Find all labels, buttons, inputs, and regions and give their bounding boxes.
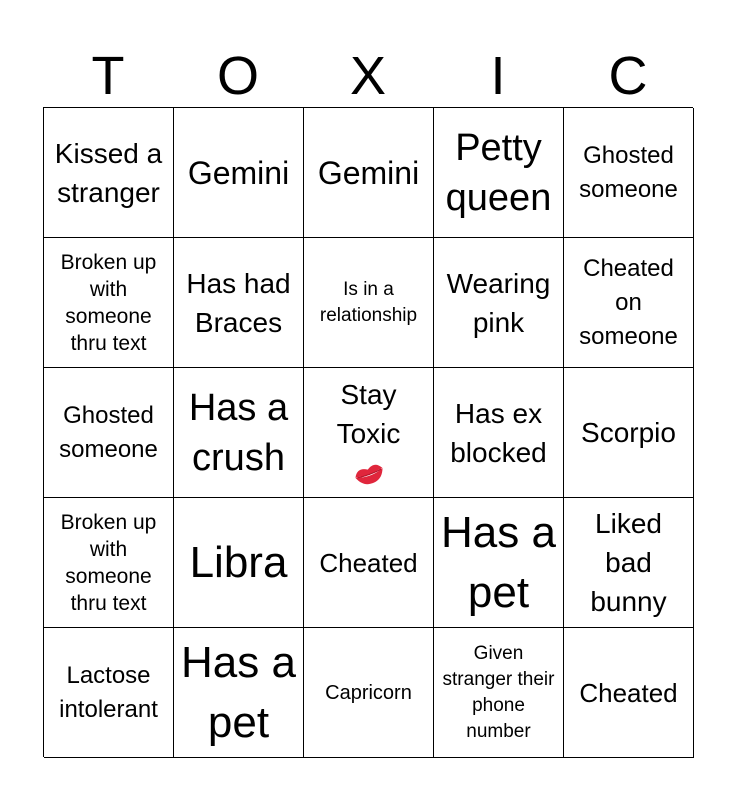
cell-label: Given stranger their phone number (442, 642, 555, 742)
bingo-cell[interactable] (44, 108, 174, 238)
bingo-cell[interactable] (304, 498, 434, 628)
cell-label: Has a crush (188, 386, 289, 479)
bingo-cell[interactable] (434, 108, 564, 238)
bingo-cell[interactable] (434, 368, 564, 498)
cell-label: Scorpio (581, 417, 676, 448)
bingo-cell free-space[interactable] (304, 368, 434, 498)
bingo-cell[interactable] (434, 238, 564, 368)
cell-label: Petty queen (445, 126, 552, 219)
cell-label: Is in a relationship (319, 278, 418, 326)
bingo-cell[interactable] (434, 628, 564, 758)
header-letter-c: C (608, 46, 648, 106)
bingo-cell[interactable] (304, 238, 434, 368)
bingo-cell[interactable] (174, 238, 304, 368)
lips-icon (351, 455, 387, 491)
cell-label: Cheated (579, 677, 678, 708)
header-letter-i: I (490, 46, 506, 106)
cell-label: Liked bad bunny (590, 508, 667, 617)
cell-label: Has a pet (441, 507, 556, 617)
bingo-cell[interactable] (174, 108, 304, 238)
bingo-cell[interactable] (174, 498, 304, 628)
bingo-cell[interactable] (564, 368, 694, 498)
bingo-cell[interactable] (44, 368, 174, 498)
cell-label: Has ex blocked (450, 397, 547, 468)
bingo-cell[interactable] (564, 238, 694, 368)
bingo-cell[interactable] (174, 368, 304, 498)
bingo-cell[interactable] (44, 238, 174, 368)
header-letter-x: X (349, 46, 387, 106)
cell-label: Cheated (319, 547, 418, 578)
bingo-cell[interactable] (564, 498, 694, 628)
cell-label: Libra (189, 537, 288, 587)
cell-label: Cheated on someone (579, 254, 678, 350)
cell-label: Stay Toxic (336, 378, 401, 449)
bingo-cell[interactable] (44, 498, 174, 628)
cell-label: Broken up with someone thru text (60, 250, 157, 355)
cell-label: Broken up with someone thru text (60, 510, 157, 615)
header-letter-o: O (216, 46, 259, 106)
cell-label: Ghosted someone (579, 141, 678, 203)
bingo-board (43, 107, 693, 757)
cell-label: Lactose intolerant (59, 661, 158, 723)
bingo-cell[interactable] (434, 498, 564, 628)
bingo-cell[interactable] (564, 108, 694, 238)
bingo-cell[interactable] (174, 628, 304, 758)
bingo-cell[interactable] (564, 628, 694, 758)
bingo-cell[interactable] (304, 628, 434, 758)
cell-label: Capricorn (325, 681, 412, 704)
cell-label: Kissed a stranger (54, 137, 163, 208)
bingo-cell[interactable] (304, 108, 434, 238)
cell-label: Has a pet (181, 637, 296, 747)
cell-label: Gemini (317, 154, 420, 191)
bingo-header (43, 44, 693, 108)
cell-label: Ghosted someone (59, 401, 158, 463)
cell-label: Has had Braces (186, 267, 291, 338)
header-letter-t: T (91, 46, 125, 106)
cell-label: Gemini (187, 154, 290, 191)
bingo-cell[interactable] (44, 628, 174, 758)
cell-label: Wearing pink (446, 267, 551, 338)
